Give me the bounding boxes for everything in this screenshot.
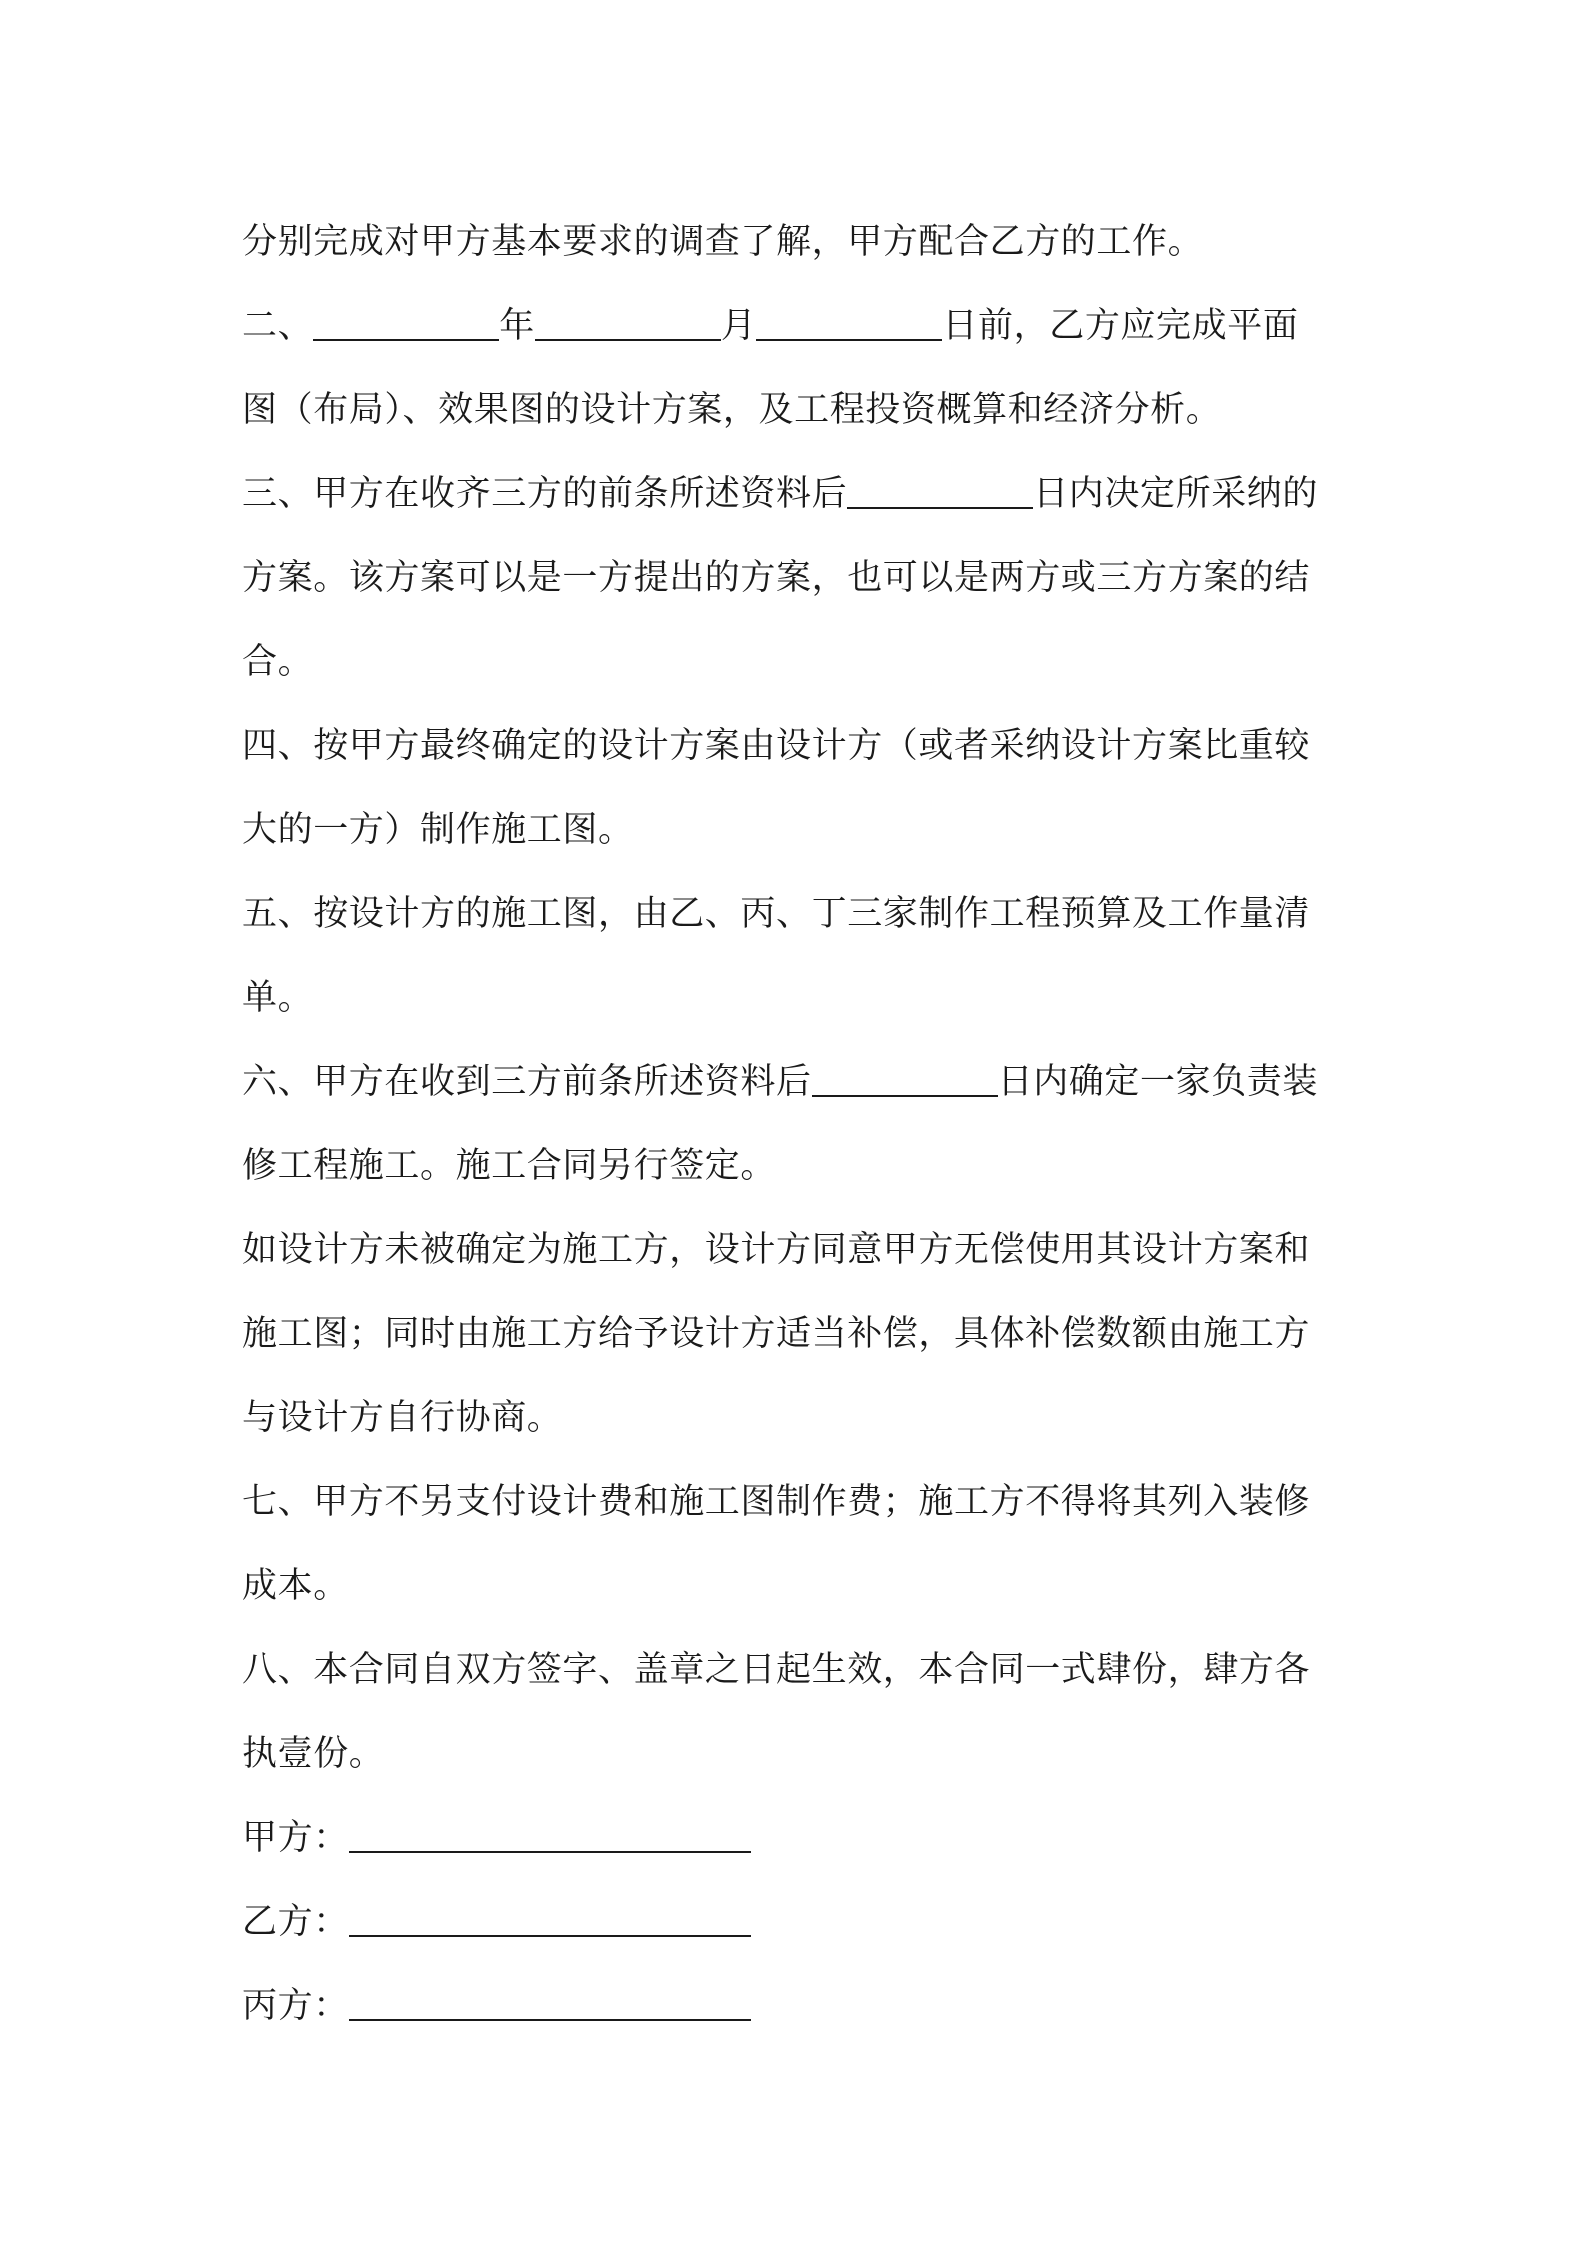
paragraph-line-1: 分别完成对甲方基本要求的调查了解，甲方配合乙方的工作。 (242, 222, 1204, 262)
party-c-label: 丙方： (242, 1986, 349, 2026)
clause-3-days-blank[interactable] (847, 467, 1033, 509)
party-a-signature-blank[interactable] (349, 1811, 751, 1853)
year-blank[interactable] (313, 299, 499, 341)
clause-6-line (242, 1040, 1352, 1124)
clause-3-line (242, 452, 1352, 536)
party-b-signature-blank[interactable] (349, 1895, 751, 1937)
day-blank[interactable] (756, 299, 942, 341)
contract-body (242, 200, 1352, 2048)
paragraph-line-16: 七、甲方不另支付设计费和施工图制作费；施工方不得将其列入装修 (242, 1482, 1311, 1522)
paragraph-line-9: 五、按设计方的施工图，由乙、丙、丁三家制作工程预算及工作量清 (242, 894, 1311, 934)
clause-6-text-a: 六、甲方在收到三方前条所述资料后 (242, 1062, 812, 1102)
paragraph-line-13: 如设计方未被确定为施工方，设计方同意甲方无偿使用其设计方案和 (242, 1230, 1311, 1270)
month-label: 月 (720, 306, 757, 346)
paragraph-line-14: 施工图；同时由施工方给予设计方适当补偿，具体补偿数额由施工方 (242, 1314, 1311, 1354)
clause-2-deadline-line (242, 284, 1352, 368)
year-label: 年 (499, 306, 535, 346)
party-a-label: 甲方： (242, 1818, 349, 1858)
paragraph-line-3: 图（布局）、效果图的设计方案，及工程投资概算和经济分析。 (242, 390, 1222, 430)
paragraph-line-8: 大的一方）制作施工图。 (242, 810, 634, 850)
paragraph-line-12: 修工程施工。施工合同另行签定。 (242, 1146, 777, 1186)
paragraph-line-15: 与设计方自行协商。 (242, 1398, 563, 1438)
paragraph-line-19: 执壹份。 (242, 1734, 385, 1774)
clause-3-text-a: 三、甲方在收齐三方的前条所述资料后 (242, 474, 848, 514)
paragraph-line-18: 八、本合同自双方签字、盖章之日起生效，本合同一式肆份，肆方各 (242, 1650, 1311, 1690)
clause-3-text-b: 日内决定所采纳的 (1033, 474, 1319, 514)
signature-party-b (242, 1880, 1352, 1964)
paragraph-line-17: 成本。 (242, 1566, 349, 1606)
paragraph-line-10: 单。 (242, 978, 314, 1018)
party-c-signature-blank[interactable] (349, 1979, 751, 2021)
paragraph-line-7: 四、按甲方最终确定的设计方案由设计方（或者采纳设计方案比重较 (242, 726, 1311, 766)
party-b-label: 乙方： (242, 1902, 349, 1942)
signature-party-a (242, 1796, 1352, 1880)
month-blank[interactable] (535, 299, 721, 341)
clause-2-text: 日前，乙方应完成平面 (942, 306, 1299, 346)
signature-party-c (242, 1964, 1352, 2048)
clause-2-number: 二、 (242, 306, 314, 346)
clause-6-days-blank[interactable] (812, 1055, 998, 1097)
paragraph-line-5: 方案。该方案可以是一方提出的方案，也可以是两方或三方方案的结 (242, 558, 1311, 598)
paragraph-line-6: 合。 (242, 642, 314, 682)
clause-6-text-b: 日内确定一家负责装 (997, 1062, 1319, 1102)
